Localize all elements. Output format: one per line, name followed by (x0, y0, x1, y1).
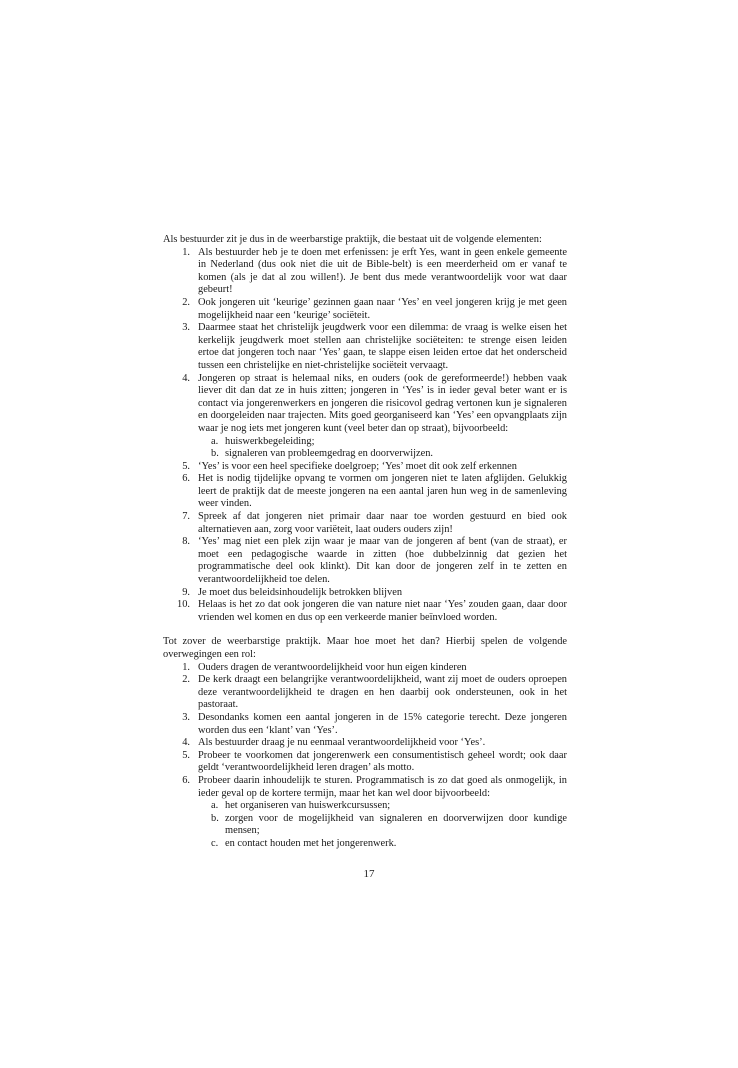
list-item: 7. Spreek af dat jongeren niet primair daar naar toe worden gestuurd en bied ook alternatieven aan, zorg voor variëteit, laat ouders ouders zijn! (182, 511, 567, 535)
considerations-paragraph: Tot zover de weerbarstige praktijk. Maar hoe moet het dan? Hierbij spelen de volgende overwegingen een rol: (163, 636, 567, 660)
list-item: 3. Daarmee staat het christelijk jeugdwerk voor een dilemma: de vraag is welke eisen het kerkelijk jeugdwerk moet stellen aan christelijke sociëteiten: te strenge eisen leiden ertoe dat jongeren toch naar ‘Yes’ gaan, te slappe eisen leiden ertoe dat het onderscheid tussen een christelijke en niet-christelijke sociëteit vervaagt. (182, 322, 567, 371)
sub-list-item: c. en contact houden met het jongerenwerk. (211, 837, 397, 849)
list-item: 10. Helaas is het zo dat ook jongeren die van nature niet naar ‘Yes’ zouden gaan, daar door vrienden wel komen en dus op een verkeerde manier beïnvloed worden. (177, 599, 567, 623)
sub-list-item: b. signaleren van probleemgedrag en doorverwijzen. (211, 448, 434, 460)
list-item: 4. Als bestuurder draag je nu eenmaal verantwoordelijkheid voor ‘Yes’. (182, 737, 486, 749)
list-item: 4. Jongeren op straat is helemaal niks, en ouders (ook de gereformeerde!) hebben vaak liever dit dan dat ze in huis zitten; jongeren in ‘Yes’ is in ieder geval beter want er is contact via jongerenwerkers en jongeren die risicovol gedrag vertonen kun je signaleren en doorgeleiden naar trajecten. Mits goed georganiseerd kan ‘Yes’ een opvangplaats zijn waar je nog iets met jongeren kunt (veel beter dan op straat), bijvoorbeeld: a. huiswerkbegeleiding; b. signaleren van probleemgedrag en doorverwijzen. (182, 372, 567, 460)
practice-elements-list (163, 247, 567, 625)
sub-list (198, 800, 567, 850)
list-item: 1. Ouders dragen de verantwoordelijkheid voor hun eigen kinderen (182, 661, 467, 673)
body-text (163, 234, 567, 851)
list-item: 9. Je moet dus beleidsinhoudelijk betrokken blijven (182, 586, 403, 598)
list-item: 6. Het is nodig tijdelijke opvang te vormen om jongeren niet te laten afglijden. Gelukkig leert de praktijk dat de meeste jongeren na een aantal jaren hun weg in de samenleving weer vinden. (182, 473, 567, 510)
sub-list-item: b. zorgen voor de mogelijkheid van signaleren en doorverwijzen door kundige mensen; (211, 812, 567, 837)
list-item: 2. De kerk draagt een belangrijke verantwoordelijkheid, want zij moet de ouders oproepen deze verantwoordelijkheid te dragen en hen daarbij ook ondersteunen, ook in het pastoraat. (182, 674, 567, 711)
considerations-list (163, 662, 567, 851)
sub-list (198, 436, 567, 461)
list-item: 1. Als bestuurder heb je te doen met erfenissen: je erft Yes, want in geen enkele gemeente in Nederland (dus ook niet die uit de Bible-belt) is een meerderheid om er vanaf te komen (als je dat al zou willen!). Je bent dus mede verantwoordelijk voor wat daar gebeurt! (182, 246, 567, 296)
list-item: 6. Probeer daarin inhoudelijk te sturen. Programmatisch is zo dat goed als onmogelijk, in ieder geval op de kortere termijn, maar het kan wel door bijvoorbeeld: a. het organiseren van huiswerkcursussen; b. zorgen voor de mogelijkheid van signaleren en doorverwijzen door kundige mensen; c. en contact houden met het jongerenwerk. (182, 774, 567, 849)
list-item: 5. ‘Yes’ is voor een heel specifieke doelgroep; ‘Yes’ moet dit ook zelf erkennen (182, 460, 517, 472)
sub-list-item: a. huiswerkbegeleiding; (211, 435, 315, 447)
intro-paragraph: Als bestuurder zit je dus in de weerbarstige praktijk, die bestaat uit de volgende elementen: (163, 234, 542, 245)
list-item: 3. Desondanks komen een aantal jongeren in de 15% categorie terecht. Deze jongeren worden dus een ‘klant’ van ‘Yes’. (182, 711, 567, 736)
page-number: 17 (363, 868, 375, 880)
sub-list-item: a. het organiseren van huiswerkcursussen; (211, 800, 391, 812)
list-item: 2. Ook jongeren uit ‘keurige’ gezinnen gaan naar ‘Yes’ en veel jongeren krijg je met geen mogelijkheid naar een ‘keurige’ sociëteit. (182, 296, 567, 321)
list-item: 8. ‘Yes’ mag niet een plek zijn waar je maar van de jongeren af bent (van de straat), er moet een pedagogische waarde in zitten (hoe dubbelzinnig dat gezien het programmatische deel ook klinkt). Dit kan door de jongeren zelf in te zetten en verantwoordelijkheid toe delen. (182, 536, 567, 586)
list-item: 5. Probeer te voorkomen dat jongerenwerk een consumentistisch geheel wordt; ook daar geldt ‘verantwoordelijkheid leren dragen’ als motto. (182, 749, 567, 774)
